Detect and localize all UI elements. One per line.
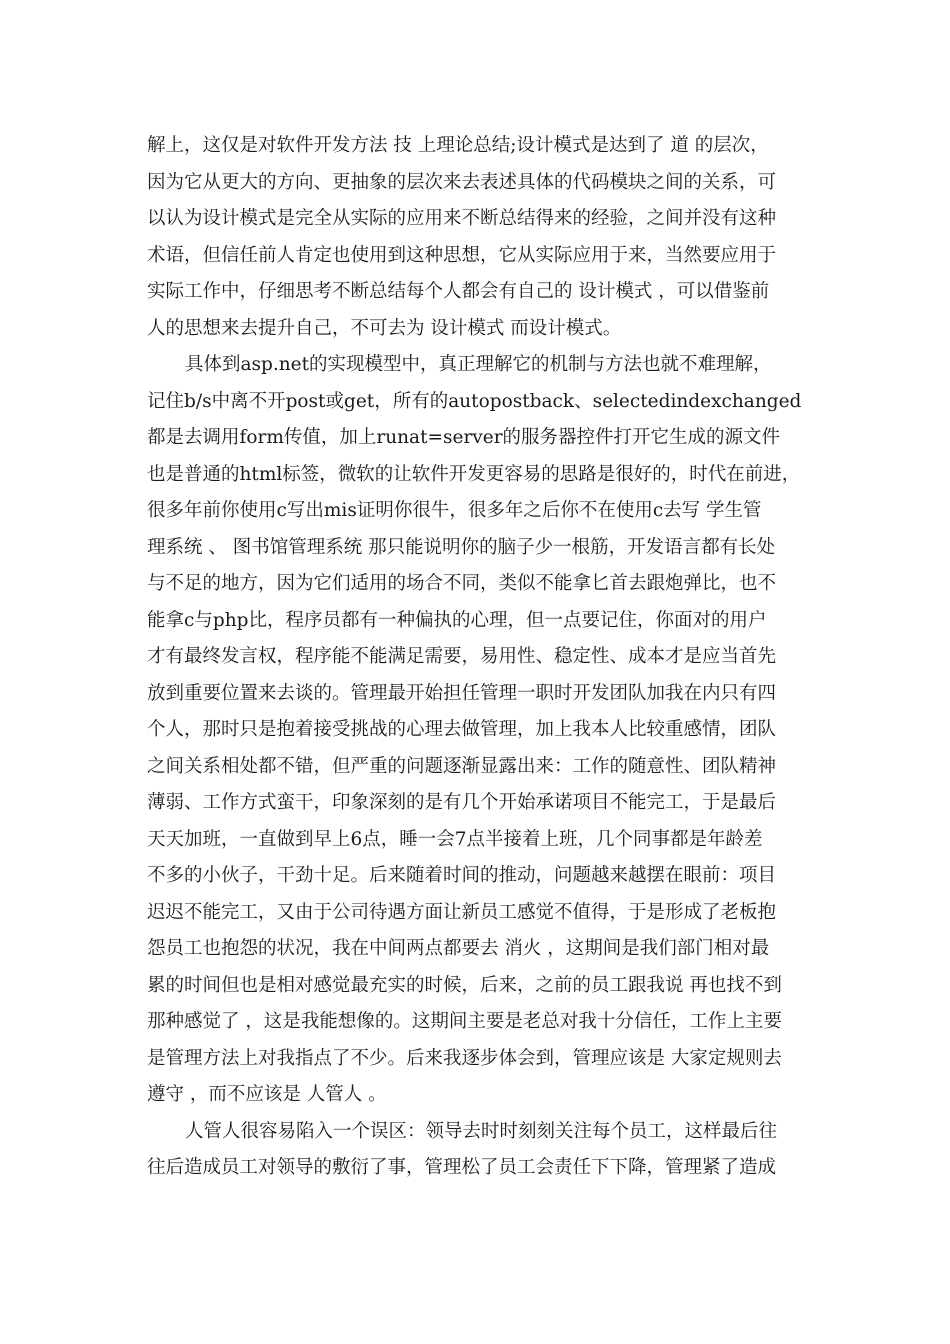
text-line: 薄弱、工作方式蛮干，印象深刻的是有几个开始承诺项目不能完工，于是最后 — [147, 792, 777, 813]
paragraph-first-line: 具体到asp.net的实现模型中，真正理解它的机制与方法也就不难理解， — [185, 354, 772, 375]
text-line: 术语，但信任前人肯定也使用到这种思想，它从实际应用于来，当然要应用于 — [147, 244, 777, 266]
paragraph-first-line: 人管人很容易陷入一个误区：领导去时时刻刻关注每个员工，这样最后往 — [185, 1120, 778, 1142]
text-line: 遵守 ，而不应该是 人管人 。 — [147, 1084, 387, 1105]
text-line: 记住b/s中离不开post或get，所有的autopostback、selectedindexchanged — [147, 390, 802, 412]
text-line: 那种感觉了 ，这是我能想像的。这期间主要是老总对我十分信任，工作上主要 — [147, 1011, 782, 1032]
text-line: 才有最终发言权，程序能不能满足需要，易用性、稳定性、成本才是应当首先 — [147, 646, 777, 667]
document-body — [147, 128, 827, 1187]
text-line: 理系统 、 图书馆管理系统 那只能说明你的脑子少一根筋，开发语言都有长处 — [147, 536, 776, 558]
text-line: 实际工作中，仔细思考不断总结每个人都会有自己的 设计模式 ，可以借鉴前 — [147, 281, 770, 302]
text-line: 迟迟不能完工，又由于公司待遇方面让新员工感觉不值得，于是形成了老板抱 — [147, 901, 777, 923]
text-line: 天天加班，一直做到早上6点，睡一会7点半接着上班，几个同事都是年龄差 — [147, 828, 763, 850]
text-line: 放到重要位置来去谈的。管理最开始担任管理一职时开发团队加我在内只有四 — [147, 682, 777, 704]
text-line: 能拿c与php比，程序员都有一种偏执的心理，但一点要记住，你面对的用户 — [147, 609, 767, 631]
text-line: 以认为设计模式是完全从实际的应用来不断总结得来的经验，之间并没有这种 — [147, 208, 777, 229]
text-line: 都是去调用form传值，加上runat=server的服务器控件打开它生成的源文件 — [147, 427, 781, 448]
text-line: 不多的小伙子，干劲十足。后来随着时间的推动，问题越来越摆在眼前：项目 — [147, 865, 777, 886]
text-line: 怨员工也抱怨的状况，我在中间两点都要去 消火 ，这期间是我们部门相对最 — [147, 938, 770, 959]
text-line: 也是普通的html标签，微软的让软件开发更容易的思路是很好的，时代在前进， — [147, 463, 801, 485]
text-line: 与不足的地方，因为它们适用的场合不同，类似不能拿匕首去跟炮弹比，也不 — [147, 573, 777, 594]
text-line: 是管理方法上对我指点了不少。后来我逐步体会到，管理应该是 大家定规则去 — [147, 1047, 782, 1069]
text-line: 个人，那时只是抱着接受挑战的心理去做管理，加上我本人比较重感情，团队 — [147, 719, 777, 740]
text-line: 之间关系相处都不错，但严重的问题逐渐显露出来：工作的随意性、团队精神 — [147, 755, 777, 777]
text-line: 往后造成员工对领导的敷衍了事，管理松了员工会责任下下降，管理紧了造成 — [147, 1157, 777, 1178]
text-line: 因为它从更大的方向、更抽象的层次来去表述具体的代码模块之间的关系，可 — [147, 171, 777, 193]
text-line: 很多年前你使用c写出mis证明你很牛，很多年之后你不在使用c去写 学生管 — [147, 500, 762, 521]
text-line: 解上，这仅是对软件开发方法 技 上理论总结;设计模式是达到了 道 的层次， — [147, 135, 769, 156]
text-line: 人的思想来去提升自己，不可去为 设计模式 而设计模式。 — [147, 317, 622, 339]
text-line: 累的时间但也是相对感觉最充实的时候，后来，之前的员工跟我说 再也找不到 — [147, 974, 782, 996]
